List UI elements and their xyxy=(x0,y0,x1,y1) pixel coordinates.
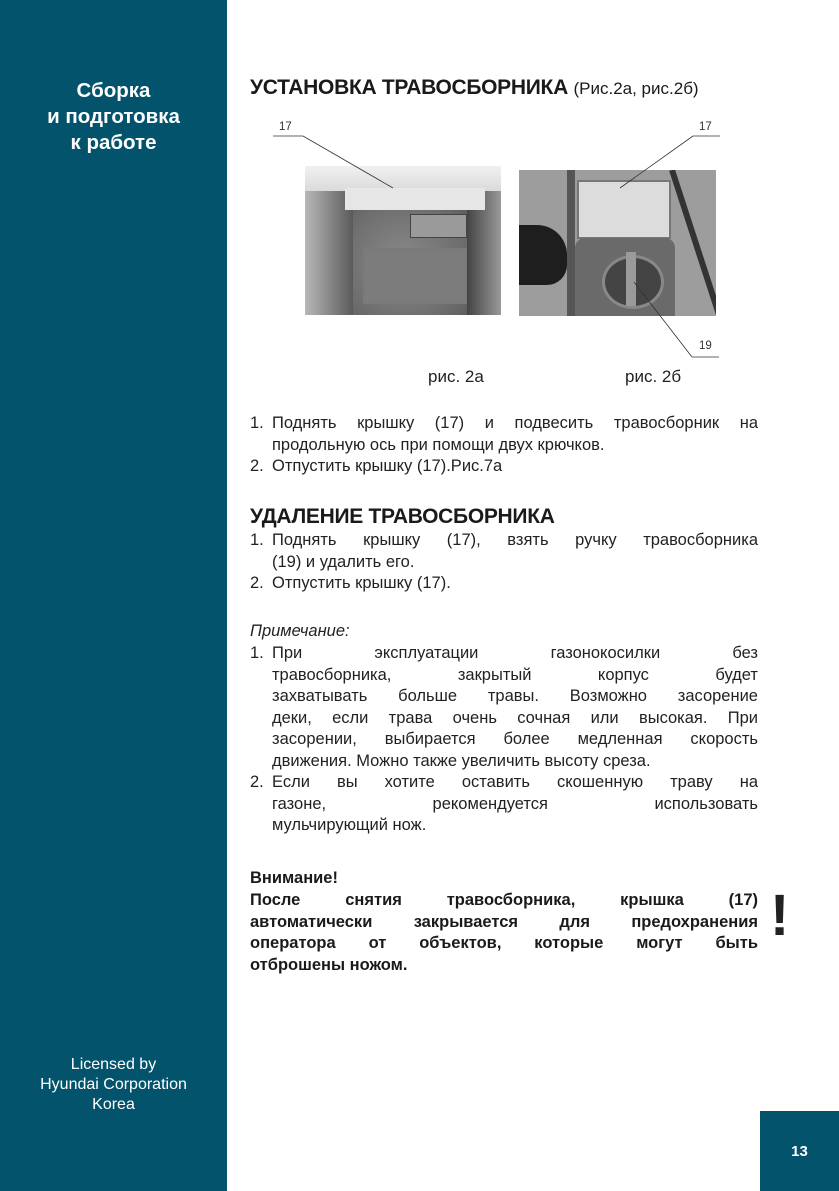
note-line: травосборника, закрытый корпус будет xyxy=(272,665,758,684)
note-line: деки, если трава очень сочная или высокая. При xyxy=(272,708,758,727)
license-line: Hyundai Corporation xyxy=(40,1076,187,1093)
figure-2b-caption: рис. 2б xyxy=(625,367,682,386)
step-number: 1. xyxy=(250,531,264,549)
step-line: продольную ось при помощи двух крючков. xyxy=(272,435,605,454)
warning-line: оператора от объектов, которые могут быть xyxy=(250,934,758,952)
install-step xyxy=(250,456,758,478)
license-note xyxy=(0,1055,227,1115)
remove-step xyxy=(250,530,758,573)
step-line: Поднять крышку (17), взять ручку травосборника xyxy=(272,531,758,549)
warning-title: Внимание! xyxy=(250,869,338,887)
warning-text xyxy=(250,890,758,976)
step-line: Отпустить крышку (17). xyxy=(272,574,451,592)
install-steps xyxy=(250,413,758,478)
heading-remove-grass-catcher: УДАЛЕНИЕ ТРАВОСБОРНИКА xyxy=(250,505,555,528)
step-number: 2. xyxy=(250,457,264,475)
callout-17-right: 17 xyxy=(699,121,712,133)
note-title: Примечание: xyxy=(250,622,350,640)
warning-line: После снятия травосборника, крышка (17) xyxy=(250,891,758,909)
heading-figure-ref: (Рис.2а, рис.2б) xyxy=(573,79,699,98)
note-line: Если вы хотите оставить скошенную траву на xyxy=(272,773,758,791)
note-number: 2. xyxy=(250,773,264,791)
note-line: захватывать больше травы. Возможно засорение xyxy=(272,687,758,705)
warning-line: автоматически закрывается для предохранения xyxy=(250,912,758,931)
callout-lines xyxy=(0,0,839,400)
note-line: газоне, рекомендуется использовать xyxy=(272,794,758,813)
license-line: Korea xyxy=(92,1096,135,1113)
note-line: мульчирующий нож. xyxy=(272,816,427,834)
step-line: Отпустить крышку (17).Рис.7а xyxy=(272,457,503,475)
step-number: 1. xyxy=(250,414,264,432)
warning-line: отброшены ножом. xyxy=(250,955,408,974)
step-line: Поднять крышку (17) и подвесить травосборник на xyxy=(272,414,758,432)
note-number: 1. xyxy=(250,644,264,662)
step-line: (19) и удалить его. xyxy=(272,552,415,571)
remove-step xyxy=(250,573,758,595)
figure-2a-caption: рис. 2а xyxy=(428,367,484,386)
section-title-line: и подготовка xyxy=(47,105,180,128)
install-step xyxy=(250,413,758,456)
heading-text: УСТАНОВКА ТРАВОСБОРНИКА xyxy=(250,76,568,99)
note-item xyxy=(250,772,758,837)
remove-steps xyxy=(250,530,758,595)
note-line: При эксплуатации газонокосилки без xyxy=(272,644,758,662)
note-line: движения. Можно также увеличить высоту среза. xyxy=(272,751,651,770)
note-line: засорении, выбирается более медленная скорость xyxy=(272,730,758,748)
note-items xyxy=(250,643,758,837)
step-number: 2. xyxy=(250,574,264,592)
exclamation-icon: ! xyxy=(770,883,790,948)
callout-19: 19 xyxy=(699,340,712,352)
section-title-line: к работе xyxy=(70,131,157,154)
callout-17-left: 17 xyxy=(279,121,292,133)
section-title-line: Сборка xyxy=(76,79,151,102)
note-item xyxy=(250,643,758,772)
page-number: 13 xyxy=(760,1111,839,1191)
license-line: Licensed by xyxy=(70,1056,157,1073)
